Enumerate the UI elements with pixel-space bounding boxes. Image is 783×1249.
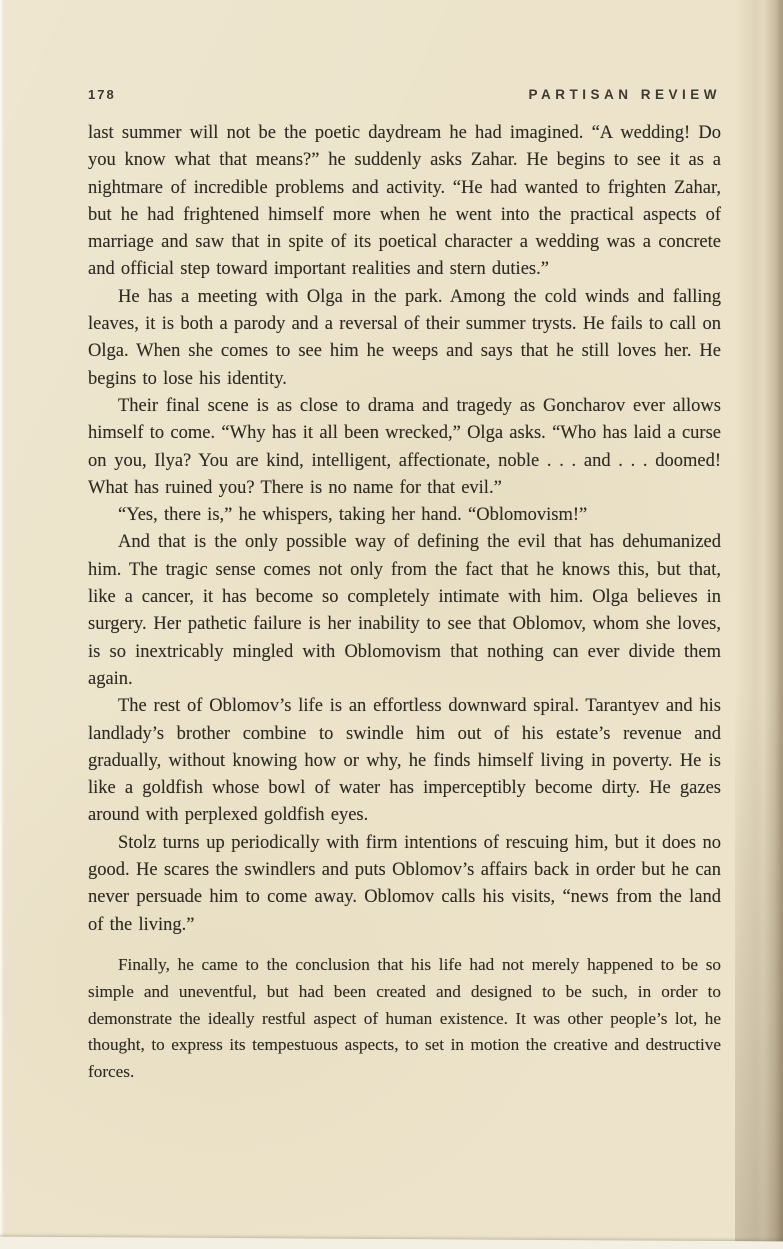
paragraph: He has a meeting with Olga in the park. Among the cold winds and falling leaves, it is both a parody and a reversal of their summer trysts. He fails to call on Olga. When she comes to see him he weeps and says that he still loves her. He begins to lose his identity. <box>88 286 721 389</box>
page-bottom-edge <box>0 1237 783 1249</box>
paragraph: And that is the only possible way of defining the evil that has dehumanized him. The tragic sense comes not only from the fact that he knows this, but that, like a cancer, it has become so completely intimate with him. Olga believes in surgery. Her pathetic failure is her inability to see that Oblomov, whom she loves, is so inextricably mingled with Oblomovism that nothing can ever divide them again. <box>88 532 721 689</box>
paragraph: “Yes, there is,” he whispers, taking her hand. “Oblomovism!” <box>118 505 588 526</box>
scan-left-edge <box>0 0 4 1249</box>
paragraph: Their final scene is as close to drama and tragedy as Goncharov ever allows himself to come. “Why has it all been wrecked,” Olga asks. “Who has laid a curse on you, Ilya? You are kind, intelligent, affectionate, noble . . . and . . . doomed! What has ruined you? There is no name for that evil.” <box>88 395 721 498</box>
paragraph: last summer will not be the poetic daydream he had imagined. “A wedding! Do you know what that means?” he suddenly asks Zahar. He begins to see it as a nightmare of incredible problems and activity. “He had wanted to frighten Zahar, but he had frightened himself more when he went into the practical aspects of marriage and saw that in spite of its poetical character a wedding was a concrete and official step toward important realities and stern duties.” <box>88 123 721 280</box>
journal-title: PARTISAN REVIEW <box>528 87 721 102</box>
running-header <box>88 87 721 102</box>
paragraph: Stolz turns up periodically with firm intentions of rescuing him, but it does no good. He scares the swindlers and puts Oblomov’s affairs back in order but he can never persuade him to come away. Oblomov calls his visits, “news from the land of the living.” <box>88 832 721 935</box>
text-column <box>88 120 721 1086</box>
page-number: 178 <box>88 87 116 102</box>
page-curl-shadow <box>735 0 783 1249</box>
paragraph: The rest of Oblomov’s life is an effortless downward spiral. Tarantyev and his landlady’s brother combine to swindle him out of his estate’s revenue and gradually, without knowing how or why, he finds himself living in poverty. He is like a goldfish whose bowl of water has imperceptibly become dirty. He gazes around with perplexed goldfish eyes. <box>88 696 721 826</box>
block-quote: Finally, he came to the conclusion that his life had not merely happened to be so simple and uneventful, but had been created and designed to be such, in order to demonstrate the ideally restful aspect of human existence. It was other people’s lot, he thought, to express its tempestuous aspects, to set in motion the creative and destructive forces. <box>88 954 721 1082</box>
